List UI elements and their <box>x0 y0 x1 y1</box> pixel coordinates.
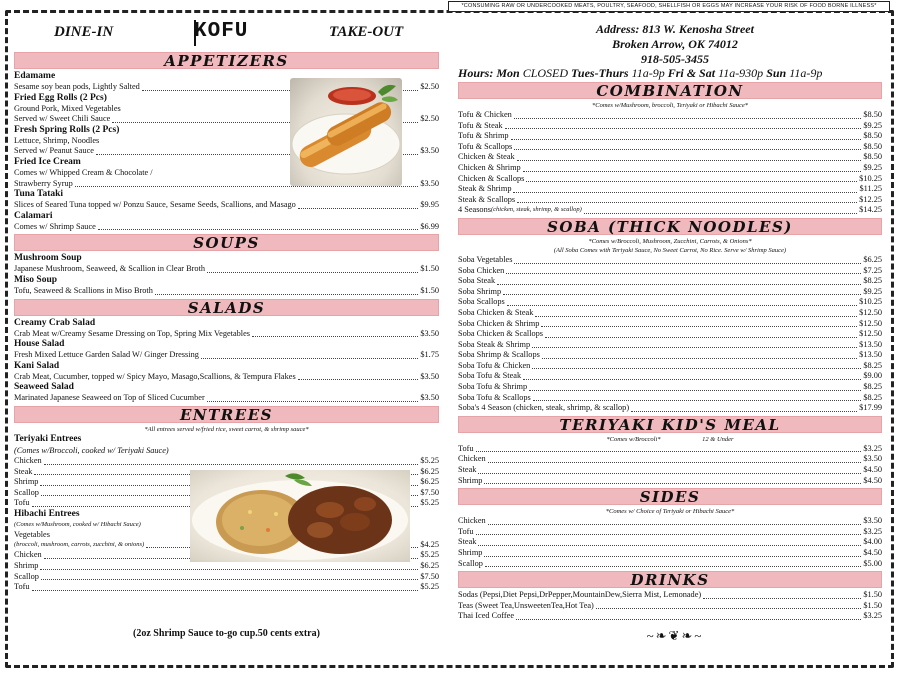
menu-item-row <box>458 548 882 559</box>
menu-item-row <box>458 444 882 455</box>
hours-fri-sat-time: 11a-930p <box>718 66 764 80</box>
leader-dots <box>541 326 857 327</box>
menu-item-text: Scallop <box>458 558 483 568</box>
menu-item-price: $9.25 <box>863 286 882 296</box>
leader-dots <box>488 462 862 463</box>
menu-item-row <box>458 205 882 216</box>
menu-item-row <box>458 454 882 465</box>
soba-title: SOBA (THICK NOODLES) <box>458 218 882 235</box>
menu-item-row <box>458 559 882 570</box>
leader-dots <box>532 368 861 369</box>
menu-item-price: $3.25 <box>863 611 882 621</box>
leader-dots <box>98 229 419 230</box>
menu-item-text: Shrimp <box>14 477 39 487</box>
teriyaki-entrees-sub: (Comes w/Broccoli, cooked w/ Teriyaki Sauce) <box>14 445 169 455</box>
city-line: Broken Arrow, OK 74012 <box>612 37 738 51</box>
leader-dots <box>517 160 862 161</box>
menu-item-text: Steak & Scallops <box>458 194 516 204</box>
menu-item-price: $5.25 <box>420 498 439 508</box>
menu-item-text: Japanese Mushroom, Seaweed, & Scallion in Clear Broth <box>14 264 206 274</box>
leader-dots <box>516 619 861 620</box>
menu-item-price: $9.95 <box>420 200 439 210</box>
menu-item-row <box>458 266 882 277</box>
leader-dots <box>298 208 419 209</box>
menu-item-price: $8.25 <box>863 276 882 286</box>
menu-item-text: Soba Chicken & Shrimp <box>458 318 540 328</box>
menu-item-price: $3.50 <box>420 178 439 188</box>
menu-item-price: $4.50 <box>863 465 882 475</box>
menu-item-name: House Salad <box>14 339 65 350</box>
menu-item-price: $4.00 <box>863 537 882 547</box>
menu-item-text: Sodas (Pepsi,Diet Pepsi,DrPepper,MountainDew,Sierra Mist, Lemonade) <box>458 590 702 600</box>
soba-list <box>458 255 882 414</box>
kids-list <box>458 444 882 486</box>
menu-item-row <box>458 611 882 622</box>
menu-item-text: Chicken <box>14 550 42 560</box>
leader-dots <box>545 337 857 338</box>
leader-dots <box>507 305 857 306</box>
appetizers-title: APPETIZERS <box>14 52 439 69</box>
menu-item-text: Served w/ Sweet Chili Sauce <box>14 114 111 124</box>
hibachi-veg-desc: (broccoli, mushroom, carrots, zucchini, & onions) <box>14 540 145 548</box>
menu-item-text: Soba Tofu & Scallops <box>458 392 531 402</box>
hours-mon-status: CLOSED <box>522 66 569 80</box>
menu-item-price: $1.50 <box>420 264 439 274</box>
menu-item-price: $9.25 <box>863 162 882 172</box>
hours-sun-time: 11a-9p <box>789 66 823 80</box>
leader-dots <box>542 358 857 359</box>
address-line: Address: 813 W. Kenosha Street <box>596 22 754 36</box>
menu-item-row <box>14 329 439 340</box>
menu-item-text: Steak & Shrimp <box>458 184 512 194</box>
menu-item-name: Tuna Tataki <box>14 189 64 200</box>
menu-item-price: $3.50 <box>863 454 882 464</box>
leader-dots <box>526 181 857 182</box>
leader-dots <box>511 139 862 140</box>
leader-dots <box>503 294 861 295</box>
leader-dots <box>514 118 862 119</box>
menu-item-row <box>458 371 882 382</box>
menu-item-price: $8.50 <box>863 152 882 162</box>
menu-item-text: Thai Iced Coffee <box>458 611 515 621</box>
menu-item-price: $3.50 <box>420 371 439 381</box>
menu-item-name: Miso Soup <box>14 274 58 285</box>
menu-item-price: $3.50 <box>420 328 439 338</box>
menu-item-price: $1.50 <box>863 590 882 600</box>
menu-item-row <box>458 403 882 414</box>
hours-sun: Sun <box>766 66 787 80</box>
hibachi-entrees-sub: (Comes w/Mushroom, cooked w/ Hibachi Sauce) <box>14 520 141 528</box>
hibachi-entrees-heading: Hibachi Entrees <box>14 508 80 519</box>
leader-dots <box>529 390 861 391</box>
menu-item-text: Soba Scallops <box>458 297 505 307</box>
menu-item-price: $1.50 <box>420 285 439 295</box>
menu-item-row <box>458 382 882 393</box>
menu-item-text: Soba Steak <box>458 276 496 286</box>
menu-item-row <box>458 601 882 612</box>
menu-item-row <box>14 222 439 233</box>
entrees-note: *All entrees served w/fried rice, sweet carrot, & shrimp sauce* <box>144 425 309 433</box>
sides-title: SIDES <box>458 488 882 505</box>
menu-item-text: Soba Shrimp & Scallops <box>458 350 540 360</box>
menu-item-price: $6.25 <box>420 466 439 476</box>
combination-title: COMBINATION <box>458 82 882 99</box>
leader-dots <box>476 534 862 535</box>
leader-dots <box>497 284 861 285</box>
menu-item-row <box>458 329 882 340</box>
menu-item-row <box>458 350 882 361</box>
egg-rolls-photo <box>290 78 402 186</box>
kids-meal-title: TERIYAKI KID'S MEAL <box>458 416 882 433</box>
leader-dots <box>517 202 857 203</box>
menu-item-price: $11.25 <box>859 184 882 194</box>
menu-item-text: Tofu & Chicken <box>458 110 512 119</box>
menu-item-row <box>14 286 439 297</box>
take-out-label: TAKE-OUT <box>329 24 404 40</box>
menu-item-text: Ground Pork, Mixed Vegetables <box>14 103 121 113</box>
drinks-list <box>458 590 882 622</box>
menu-item-price: $5.25 <box>420 582 439 592</box>
menu-item-text: Steak <box>458 537 477 547</box>
menu-item-text: Teas (Sweet Tea,UnsweetenTea,Hot Tea) <box>458 600 594 610</box>
menu-item-name: Fried Ice Cream <box>14 156 81 167</box>
menu-item-row <box>14 456 439 467</box>
leader-dots <box>584 213 857 214</box>
combination-note: *Comes w/Mushroom, broccoli, Teriyaki or Hibachi Sauce* <box>592 102 748 109</box>
menu-item-text: Served w/ Peanut Sauce <box>14 146 94 156</box>
menu-item-text: Strawberry Syrup <box>14 178 73 188</box>
menu-item-price: $3.25 <box>863 526 882 536</box>
leader-dots <box>488 524 862 525</box>
menu-item-row <box>458 255 882 266</box>
menu-item-price: $13.50 <box>859 339 882 349</box>
menu-item-price: $8.50 <box>863 141 882 151</box>
leader-dots <box>535 316 857 317</box>
leader-dots <box>207 401 419 402</box>
leader-dots <box>298 379 419 380</box>
hours-mon: Mon <box>496 66 520 80</box>
menu-item-price: $1.75 <box>420 350 439 360</box>
hours-label: Hours: <box>458 66 494 80</box>
menu-item-text: Steak <box>458 465 477 475</box>
salads-list <box>14 318 439 404</box>
menu-item-name: Fresh Spring Rolls (2 Pcs) <box>14 124 120 135</box>
menu-item-text: Tofu <box>458 443 474 453</box>
menu-item-price: $7.25 <box>863 265 882 275</box>
menu-item-row <box>458 152 882 163</box>
leader-dots <box>41 579 418 580</box>
menu-item-name: Edamame <box>14 71 56 81</box>
ornament-divider: ~❧❦❧~ <box>646 628 704 643</box>
menu-item-row <box>14 200 439 211</box>
menu-item-row <box>458 184 882 195</box>
menu-item-text: Marinated Japanese Seaweed on Top of Sliced Cucumber <box>14 393 205 403</box>
hibachi-veg-label: Vegetables <box>14 529 50 539</box>
menu-item-row <box>14 393 439 404</box>
menu-item-row <box>14 582 439 593</box>
menu-item-price: $3.50 <box>863 516 882 526</box>
menu-item-price: $8.50 <box>863 131 882 141</box>
menu-item-price: $4.50 <box>863 548 882 557</box>
menu-item-price: $7.50 <box>420 487 439 497</box>
menu-item-row <box>458 537 882 548</box>
menu-item-row <box>458 340 882 351</box>
hibachi-veg-price: $4.25 <box>420 539 439 549</box>
menu-item-row <box>458 276 882 287</box>
combination-list <box>458 110 882 216</box>
menu-item-text: 4 Seasons <box>458 205 491 215</box>
menu-item-price: $6.99 <box>420 221 439 231</box>
leader-dots <box>155 294 418 295</box>
menu-item-text: Soba Shrimp <box>458 286 502 296</box>
menu-item-price: $6.25 <box>420 477 439 487</box>
kids-note-text: *Comes w/Broccoli* <box>606 435 661 443</box>
hours-line <box>458 66 890 81</box>
menu-item-text: Soba Tofu & Shrimp <box>458 382 528 392</box>
menu-item-price: $3.50 <box>420 146 439 156</box>
menu-item-row <box>458 319 882 330</box>
menu-item-row <box>458 516 882 527</box>
fried-rice-illustration <box>190 470 410 562</box>
leader-dots <box>478 545 861 546</box>
menu-item-row <box>458 195 882 206</box>
leader-dots <box>476 451 862 452</box>
menu-item-price: $3.50 <box>420 393 439 403</box>
menu-item-text: Soba Tofu & Chicken <box>458 360 531 370</box>
menu-item-text: Tofu & Shrimp <box>458 131 509 141</box>
menu-item-row <box>458 131 882 142</box>
hours-tue-thu: Tues-Thurs <box>571 66 629 80</box>
menu-item-text: Shrimp <box>458 475 483 485</box>
contact-info <box>460 22 890 67</box>
menu-item-text: Chicken & Shrimp <box>458 162 521 172</box>
menu-item-price: $17.99 <box>859 403 882 413</box>
kids-meal-note <box>458 435 882 444</box>
menu-item-name: Creamy Crab Salad <box>14 317 96 328</box>
hours-fri-sat: Fri & Sat <box>667 66 716 80</box>
menu-item-text: Chicken & Steak <box>458 152 515 162</box>
leader-dots <box>40 569 418 570</box>
menu-item-price: $2.50 <box>420 82 439 91</box>
menu-item-text: Chicken <box>458 454 486 464</box>
menu-item-price: $12.50 <box>859 307 882 317</box>
menu-item-price: $9.00 <box>863 371 882 381</box>
leader-dots <box>513 192 857 193</box>
leader-dots <box>514 149 861 150</box>
menu-item-row <box>14 264 439 275</box>
menu-item-price: $8.25 <box>863 382 882 392</box>
leader-dots <box>478 473 861 474</box>
menu-item-price: $9.25 <box>863 120 882 130</box>
menu-item-name: Fried Egg Rolls (2 Pcs) <box>14 92 107 103</box>
dine-in-label: DINE-IN <box>54 24 114 40</box>
menu-item-text: Soba Vegetables <box>458 254 513 264</box>
menu-item-name: Calamari <box>14 210 53 221</box>
soups-title: SOUPS <box>14 234 439 251</box>
teriyaki-fried-rice-photo <box>190 470 410 562</box>
soba-note: *Comes w/Broccoli, Mushroom, Zucchini, Carrots, & Onions* <box>588 237 752 245</box>
leader-dots <box>252 336 418 337</box>
menu-item-text: Lettuce, Shrimp, Noodles <box>14 135 100 145</box>
leader-dots <box>201 358 418 359</box>
menu-item-text: Steak <box>14 466 33 476</box>
leader-dots <box>532 347 857 348</box>
leader-dots <box>484 556 861 557</box>
leader-dots <box>596 608 862 609</box>
menu-item-text: Tofu & Scallops <box>458 141 513 151</box>
menu-item-row <box>458 308 882 319</box>
menu-item-price: $12.50 <box>859 329 882 339</box>
menu-item-text: Tofu <box>14 582 30 592</box>
menu-item-price: $1.50 <box>863 600 882 610</box>
menu-item-row <box>458 174 882 185</box>
menu-item-price: $10.25 <box>859 297 882 307</box>
leader-dots <box>484 483 861 484</box>
menu-item-text: Scallop <box>14 487 39 497</box>
menu-item-text: Fresh Mixed Lettuce Garden Salad W/ Ginger Dressing <box>14 350 199 360</box>
menu-item-price: $3.25 <box>863 443 882 453</box>
soups-list <box>14 253 439 296</box>
menu-header <box>14 18 434 48</box>
leader-dots <box>631 411 857 412</box>
menu-item-row <box>14 561 439 572</box>
menu-item-text: Chicken <box>458 516 486 526</box>
menu-item-price: $8.50 <box>863 110 882 119</box>
menu-item-text: Comes w/ Whipped Cream & Chocolate / <box>14 167 153 177</box>
leader-dots <box>32 590 419 591</box>
menu-item-text: Slices of Seared Tuna topped w/ Ponzu Sauce, Sesame Seeds, Scallions, and Masago <box>14 200 296 210</box>
menu-item-extra: (chicken, steak, shrimp, & scallop) <box>490 206 582 214</box>
right-column <box>458 80 882 622</box>
menu-item-text: Crab Meat w/Creamy Sesame Dressing on Top, Spring Mix Vegetables <box>14 328 250 338</box>
leader-dots <box>523 379 861 380</box>
menu-item-text: Crab Meat, Cucumber, topped w/ Spicy Mayo, Masago,Scallions, & Tempura Flakes <box>14 371 296 381</box>
menu-item-price: $13.50 <box>859 350 882 360</box>
menu-item-name: Seaweed Salad <box>14 382 74 393</box>
menu-item-price: $14.25 <box>859 205 882 215</box>
menu-item-row <box>14 350 439 361</box>
menu-item-name: Kani Salad <box>14 360 60 371</box>
egg-rolls-illustration <box>290 78 402 186</box>
menu-item-text: Shrimp <box>14 561 39 571</box>
menu-item-row <box>458 142 882 153</box>
leader-dots <box>514 263 861 264</box>
menu-item-row <box>14 572 439 583</box>
menu-item-row <box>458 361 882 372</box>
leader-dots <box>44 464 419 465</box>
sides-list <box>458 516 882 569</box>
menu-item-price: $12.50 <box>859 318 882 328</box>
menu-item-row <box>458 287 882 298</box>
menu-item-price: $5.25 <box>420 455 439 465</box>
menu-item-price: $6.25 <box>420 561 439 571</box>
menu-item-row <box>458 476 882 487</box>
menu-item-name: Mushroom Soup <box>14 253 82 264</box>
menu-item-text: Soba Chicken & Steak <box>458 307 534 317</box>
menu-item-row <box>458 121 882 132</box>
phone-number[interactable]: 918-505-3455 <box>641 52 709 66</box>
drinks-title: DRINKS <box>458 571 882 588</box>
menu-item-text: Shrimp <box>458 548 483 557</box>
menu-item-row <box>14 372 439 383</box>
menu-item-row <box>458 163 882 174</box>
menu-item-row <box>458 110 882 121</box>
kids-age-text: 12 & Under <box>702 435 734 443</box>
leader-dots <box>523 171 862 172</box>
leader-dots <box>207 272 418 273</box>
leader-dots <box>75 186 419 187</box>
teriyaki-entrees-heading: Teriyaki Entrees <box>14 433 82 444</box>
menu-item-text: Chicken <box>14 455 42 465</box>
leader-dots <box>703 598 861 599</box>
entrees-title: ENTREES <box>14 406 439 423</box>
menu-item-price: $6.25 <box>863 254 882 264</box>
menu-item-text: Soba Tofu & Steak <box>458 371 522 381</box>
menu-item-price: $5.25 <box>420 550 439 560</box>
menu-item-text: Tofu <box>458 526 474 536</box>
menu-item-row <box>458 297 882 308</box>
menu-item-text: Soba Chicken & Scallops <box>458 329 544 339</box>
menu-item-price: $5.00 <box>863 558 882 568</box>
menu-item-price: $12.25 <box>859 194 882 204</box>
sides-note: *Comes w/ Choice of Teriyaki or Hibachi Sauce* <box>605 508 735 516</box>
menu-item-text: Tofu & Steak <box>458 120 503 130</box>
menu-item-text: Sesame soy bean pods, Lightly Salted <box>14 82 140 91</box>
menu-item-text: Soba Steak & Shrimp <box>458 339 531 349</box>
hours-tue-thu-time: 11a-9p <box>631 66 665 80</box>
menu-item-row <box>458 393 882 404</box>
leader-dots <box>533 400 862 401</box>
menu-item-text: Tofu <box>14 498 30 508</box>
leader-dots <box>485 566 861 567</box>
menu-item-price: $7.50 <box>420 571 439 581</box>
menu-item-price: $10.25 <box>859 173 882 183</box>
shrimp-sauce-note: (2oz Shrimp Sauce to-go cup.50 cents extra) <box>133 628 320 639</box>
food-safety-notice: *CONSUMING RAW OR UNDERCOOKED MEATS, POULTRY, SEAFOOD, SHELLFISH OR EGGS MAY INCREASE YOUR RISK OF FOOD BORNE ILLNESS* <box>448 1 890 12</box>
leader-dots <box>505 128 862 129</box>
menu-item-text: Tofu, Seaweed & Scallions in Miso Broth <box>14 285 153 295</box>
menu-item-row <box>458 527 882 538</box>
menu-item-text: Scallop <box>14 571 39 581</box>
menu-item-price: $8.25 <box>863 360 882 370</box>
menu-item-row <box>458 465 882 476</box>
salads-title: SALADS <box>14 299 439 316</box>
menu-item-price: $4.50 <box>863 475 882 485</box>
leader-dots <box>506 273 861 274</box>
menu-item-text: Soba Chicken <box>458 265 505 275</box>
menu-item-row <box>458 590 882 601</box>
menu-item-price: $8.25 <box>863 392 882 402</box>
menu-item-price: $2.50 <box>420 114 439 124</box>
menu-item-text: Comes w/ Shrimp Sauce <box>14 221 96 231</box>
soba-note-2: (All Soba Comes with Teriyaki Sauce, No Sweet Carrot, No Rice. Serve w/ Shrimp Sauce) <box>553 246 787 254</box>
menu-item-text: Chicken & Scallops <box>458 173 525 183</box>
restaurant-logo: KOFU <box>194 20 249 43</box>
menu-item-text: Soba's 4 Season (chicken, steak, shrimp, & scallop) <box>458 403 630 413</box>
